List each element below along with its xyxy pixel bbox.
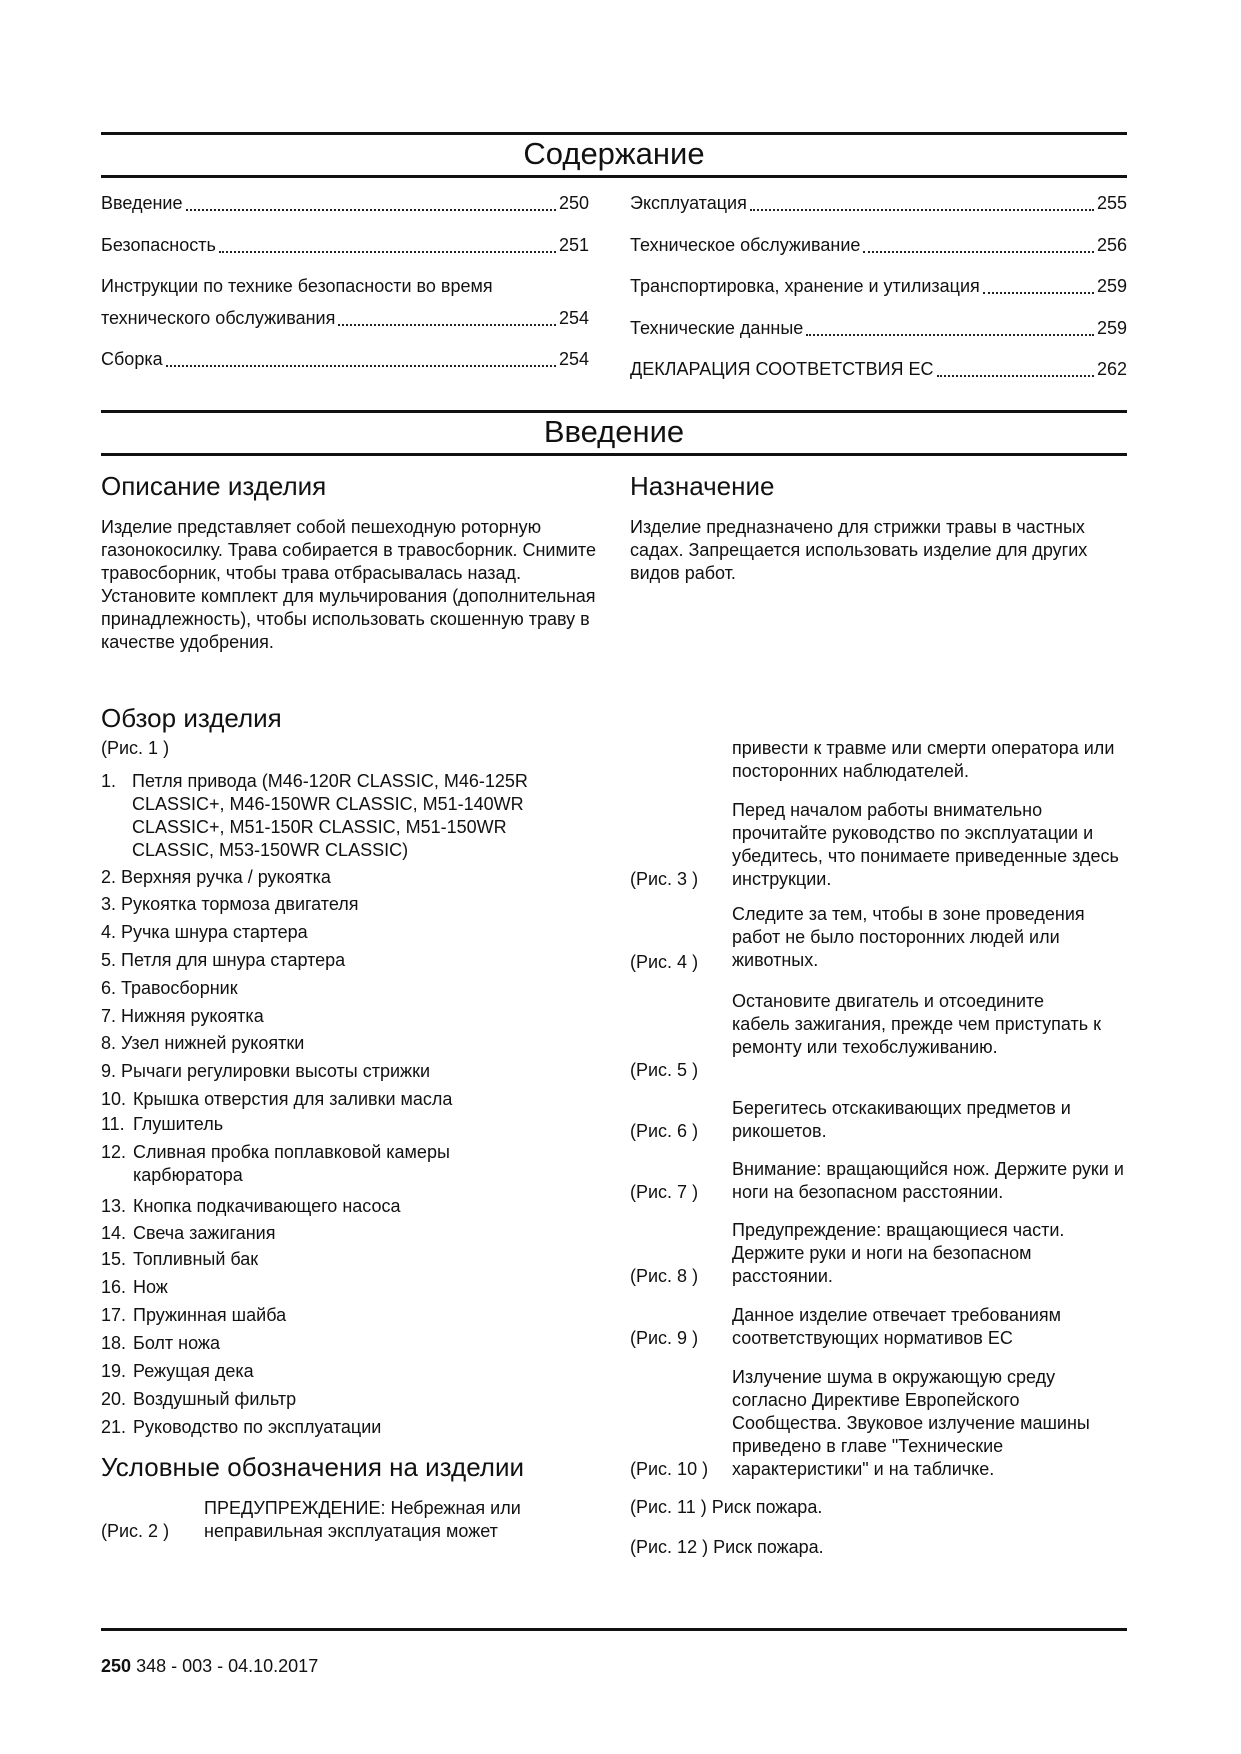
symbol-figure-ref: (Рис. 10 ) bbox=[630, 1459, 709, 1479]
symbol-figure-ref: (Рис. 11 ) bbox=[630, 1497, 707, 1517]
list-item bbox=[101, 1276, 591, 1299]
symbol-figure-ref: (Рис. 8 ) bbox=[630, 1266, 699, 1286]
intro-title: Введение bbox=[543, 414, 685, 449]
symbol-text: Данное изделие отвечает требованиям соответствующих нормативов ЕС bbox=[732, 1305, 1062, 1348]
intro-bottom-rule bbox=[101, 453, 1127, 456]
symbol-figure-ref: (Рис. 9 ) bbox=[630, 1328, 699, 1348]
toc-label-line2: технического обслуживания bbox=[101, 308, 336, 328]
toc-label: ДЕКЛАРАЦИЯ СООТВЕТСТВИЯ ЕС bbox=[630, 359, 934, 379]
footer-page-number: 250 bbox=[101, 1656, 132, 1676]
list-item-number: 18. bbox=[101, 1333, 127, 1353]
symbol-text: Перед началом работы внимательно прочитайте руководство по эксплуатации и убедитесь, что понимаете приведенные здесь инструкции. bbox=[732, 800, 1119, 889]
list-item-text: Верхняя ручка / рукоятка bbox=[121, 867, 331, 887]
intro-top-rule bbox=[101, 410, 1127, 413]
list-item bbox=[101, 1360, 591, 1383]
toc-entry-transport[interactable] bbox=[630, 270, 1127, 302]
list-item bbox=[101, 1141, 591, 1187]
list-item-number: 10. bbox=[101, 1089, 127, 1109]
list-item bbox=[101, 770, 591, 862]
list-item bbox=[101, 1416, 591, 1439]
symbol-text-continuation: привести к травме или смерти оператора или посторонних наблюдателей. bbox=[732, 738, 1115, 781]
list-item-number: 9. bbox=[101, 1061, 117, 1081]
purpose-text: Изделие предназначено для стрижки травы в частных садах. Запрещается использовать изделие для других видов работ. bbox=[630, 517, 1088, 583]
list-item-text: Рукоятка тормоза двигателя bbox=[121, 894, 359, 914]
description-heading: Описание изделия bbox=[101, 471, 327, 501]
toc-dot-leader bbox=[166, 365, 556, 367]
list-item-text: Травосборник bbox=[121, 978, 238, 998]
list-item-text: Нож bbox=[133, 1277, 168, 1297]
toc-page: 251 bbox=[558, 235, 589, 255]
symbol-figure-ref: (Рис. 7 ) bbox=[630, 1182, 699, 1202]
symbol-text: Следите за тем, чтобы в зоне проведения работ не было посторонних людей или животных. bbox=[732, 904, 1085, 970]
symbol-text: ПРЕДУПРЕЖДЕНИЕ: Небрежная или неправильная эксплуатация может bbox=[204, 1498, 521, 1541]
list-item-number: 19. bbox=[101, 1361, 127, 1381]
list-item-text: Топливный бак bbox=[133, 1249, 259, 1269]
list-item bbox=[101, 1032, 591, 1055]
symbols-heading: Условные обозначения на изделии bbox=[101, 1452, 525, 1482]
toc-page: 254 bbox=[558, 308, 589, 328]
toc-label: Техническое обслуживание bbox=[630, 235, 861, 255]
list-item bbox=[101, 1388, 591, 1411]
toc-dot-leader bbox=[186, 209, 556, 211]
toc-page: 259 bbox=[1096, 318, 1127, 338]
toc-entry-declaration[interactable] bbox=[630, 353, 1127, 385]
list-item-text: Крышка отверстия для заливки масла bbox=[133, 1089, 453, 1109]
list-item-text: Режущая дека bbox=[133, 1361, 254, 1381]
symbol-text: Внимание: вращающийся нож. Держите руки и ноги на безопасном расстоянии. bbox=[732, 1159, 1124, 1202]
list-item-text: Свеча зажигания bbox=[133, 1223, 276, 1243]
overview-figure-ref: (Рис. 1 ) bbox=[101, 738, 170, 758]
list-item-text: Сливная пробка поплавковой камеры карбюратора bbox=[133, 1142, 450, 1185]
contents-top-rule bbox=[101, 132, 1127, 135]
list-item bbox=[101, 1060, 591, 1083]
toc-dot-leader bbox=[219, 251, 556, 253]
symbol-row bbox=[630, 1536, 824, 1559]
list-item-number: 1. bbox=[101, 771, 117, 791]
toc-label: Технические данные bbox=[630, 318, 804, 338]
toc-entry-assembly[interactable] bbox=[101, 343, 589, 375]
list-item bbox=[101, 1304, 591, 1327]
list-item-text: Руководство по эксплуатации bbox=[133, 1417, 382, 1437]
list-item-number: 15. bbox=[101, 1249, 127, 1269]
list-item bbox=[101, 949, 591, 972]
list-item-text: Петля для шнура стартера bbox=[121, 950, 346, 970]
toc-page: 256 bbox=[1096, 235, 1127, 255]
list-item bbox=[101, 1222, 591, 1245]
toc-page: 254 bbox=[558, 349, 589, 369]
toc-label: Безопасность bbox=[101, 235, 216, 255]
list-item-number: 16. bbox=[101, 1277, 127, 1297]
list-item bbox=[101, 1088, 591, 1111]
list-item-number: 11. bbox=[101, 1114, 125, 1134]
toc-label: Сборка bbox=[101, 349, 163, 369]
toc-dot-leader bbox=[750, 209, 1094, 211]
list-item-number: 4. bbox=[101, 922, 117, 942]
symbol-row bbox=[630, 1496, 822, 1519]
list-item-text: Глушитель bbox=[133, 1114, 224, 1134]
contents-title: Содержание bbox=[523, 136, 705, 171]
toc-dot-leader bbox=[806, 334, 1094, 336]
list-item bbox=[101, 1113, 591, 1136]
toc-entry-introduction[interactable] bbox=[101, 187, 589, 219]
list-item bbox=[101, 1005, 591, 1028]
list-item-number: 8. bbox=[101, 1033, 117, 1053]
symbol-text: Риск пожара. bbox=[713, 1537, 824, 1557]
footer-doc-info: 348 - 003 - 04.10.2017 bbox=[136, 1656, 319, 1676]
symbol-figure-ref: (Рис. 5 ) bbox=[630, 1060, 699, 1080]
symbol-figure-ref: (Рис. 3 ) bbox=[630, 869, 699, 889]
footer bbox=[101, 1655, 318, 1677]
list-item-text: Нижняя рукоятка bbox=[121, 1006, 264, 1026]
symbol-text: Предупреждение: вращающиеся части. Держите руки и ноги на безопасном расстоянии. bbox=[732, 1220, 1065, 1286]
list-item-number: 21. bbox=[101, 1417, 127, 1437]
list-item-text: Пружинная шайба bbox=[133, 1305, 287, 1325]
toc-entry-maintenance-safety[interactable] bbox=[101, 270, 589, 334]
symbol-figure-ref: (Рис. 4 ) bbox=[630, 952, 699, 972]
list-item bbox=[101, 1248, 591, 1271]
footer-rule bbox=[101, 1628, 1127, 1631]
description-text: Изделие представляет собой пешеходную роторную газонокосилку. Трава собирается в травосборник. Снимите травосборник, чтобы трава отбрасывалась назад. Установите комплект для мульчирования (дополнительная принадлежность), чтобы использовать скошенную траву в качестве удобрения. bbox=[101, 517, 596, 652]
toc-dot-leader bbox=[983, 292, 1094, 294]
list-item-number: 20. bbox=[101, 1389, 127, 1409]
toc-page: 250 bbox=[558, 193, 589, 213]
list-item-number: 2. bbox=[101, 867, 117, 887]
purpose-heading: Назначение bbox=[630, 471, 775, 501]
symbol-figure-ref: (Рис. 6 ) bbox=[630, 1121, 699, 1141]
toc-dot-leader bbox=[937, 375, 1094, 377]
toc-page: 255 bbox=[1096, 193, 1127, 213]
toc-page: 262 bbox=[1096, 359, 1127, 379]
list-item-text: Воздушный фильтр bbox=[133, 1389, 297, 1409]
toc-dot-leader bbox=[863, 251, 1094, 253]
toc-page: 259 bbox=[1096, 276, 1127, 296]
list-item bbox=[101, 1195, 591, 1218]
symbol-figure-ref: (Рис. 2 ) bbox=[101, 1521, 170, 1541]
list-item bbox=[101, 977, 591, 1000]
toc-entry-maintenance[interactable] bbox=[630, 229, 1127, 261]
toc-dot-leader bbox=[338, 324, 556, 326]
toc-label: Эксплуатация bbox=[630, 193, 747, 213]
list-item-number: 5. bbox=[101, 950, 117, 970]
symbol-figure-ref: (Рис. 12 ) bbox=[630, 1537, 709, 1557]
toc-label-line1: Инструкции по технике безопасности во время bbox=[101, 276, 493, 296]
symbol-text: Остановите двигатель и отсоедините кабель зажигания, прежде чем приступать к ремонту или техобслуживанию. bbox=[732, 991, 1101, 1057]
toc-entry-technical-data[interactable] bbox=[630, 312, 1127, 344]
symbol-text: Излучение шума в окружающую среду согласно Директиве Европейского Сообщества. Звуковое излучение машины приведено в главе "Технические характеристики" и на табличке. bbox=[732, 1367, 1090, 1479]
toc-entry-operation[interactable] bbox=[630, 187, 1127, 219]
list-item-text: Петля привода (M46-120R CLASSIC, M46-125R CLASSIC+, M46-150WR CLASSIC, M51-140WR CLASSIC+, M51-150R CLASSIC, M51-150WR CLASSIC, M53-150WR CLASSIC) bbox=[132, 771, 528, 860]
contents-bottom-rule bbox=[101, 175, 1127, 178]
list-item-number: 12. bbox=[101, 1142, 127, 1162]
list-item-number: 13. bbox=[101, 1196, 127, 1216]
list-item bbox=[101, 866, 591, 889]
list-item-text: Ручка шнура стартера bbox=[121, 922, 308, 942]
toc-label: Введение bbox=[101, 193, 183, 213]
toc-label: Транспортировка, хранение и утилизация bbox=[630, 276, 980, 296]
list-item-number: 6. bbox=[101, 978, 117, 998]
symbol-text: Берегитесь отскакивающих предметов и рикошетов. bbox=[732, 1098, 1071, 1141]
list-item bbox=[101, 893, 591, 916]
list-item-text: Узел нижней рукоятки bbox=[121, 1033, 305, 1053]
list-item-text: Болт ножа bbox=[133, 1333, 220, 1353]
list-item bbox=[101, 1332, 591, 1355]
list-item-number: 7. bbox=[101, 1006, 117, 1026]
symbol-text: Риск пожара. bbox=[711, 1497, 823, 1517]
list-item-text: Кнопка подкачивающего насоса bbox=[133, 1196, 401, 1216]
toc-entry-safety[interactable] bbox=[101, 229, 589, 261]
list-item-number: 17. bbox=[101, 1305, 127, 1325]
list-item bbox=[101, 921, 591, 944]
list-item-number: 3. bbox=[101, 894, 117, 914]
list-item-text: Рычаги регулировки высоты стрижки bbox=[121, 1061, 430, 1081]
list-item-number: 14. bbox=[101, 1223, 127, 1243]
overview-heading: Обзор изделия bbox=[101, 703, 282, 733]
